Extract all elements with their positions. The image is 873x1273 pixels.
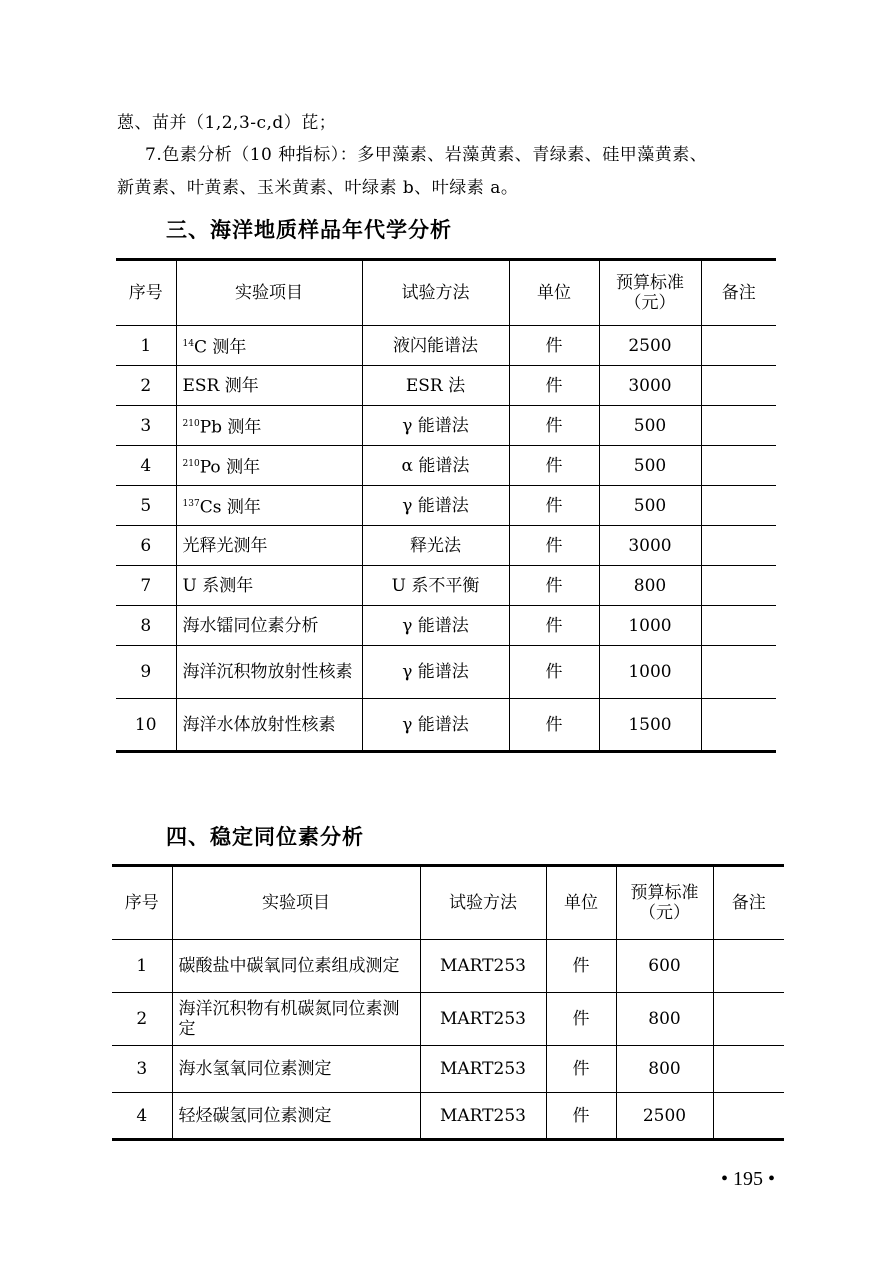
cell-item: [176, 406, 362, 446]
cell-budget: 2500: [599, 326, 701, 366]
cell-item: 轻烃碳氢同位素测定: [172, 1093, 420, 1140]
cell-budget: 500: [599, 446, 701, 486]
cell-unit: 件: [546, 1046, 616, 1093]
table-row: [116, 406, 776, 446]
cell-method: U 系不平衡: [362, 566, 509, 606]
cell-method: γ 能谱法: [362, 486, 509, 526]
cell-unit: 件: [509, 566, 599, 606]
cell-unit: 件: [509, 406, 599, 446]
isotope-mass: 210: [182, 418, 200, 429]
cell-budget: 600: [616, 940, 713, 993]
cell-note: [701, 699, 776, 752]
cell-item: [176, 486, 362, 526]
header-note: 备注: [701, 260, 776, 326]
cell-budget: 1000: [599, 606, 701, 646]
cell-no: 10: [116, 699, 176, 752]
cell-note: [713, 940, 784, 993]
page-number: • 195 •: [720, 1168, 775, 1190]
cell-unit: 件: [509, 646, 599, 699]
table-row: [116, 526, 776, 566]
cell-method: 液闪能谱法: [362, 326, 509, 366]
cell-method: MART253: [420, 1093, 546, 1140]
cell-note: [701, 646, 776, 699]
cell-note: [701, 406, 776, 446]
cell-budget: 3000: [599, 366, 701, 406]
table-row: [116, 446, 776, 486]
intro-line-2: 7.色素分析（10 种指标）：多甲藻素、岩藻黄素、青绿素、硅甲藻黄素、: [145, 145, 708, 165]
cell-method: ESR 法: [362, 366, 509, 406]
cell-note: [701, 606, 776, 646]
header-unit: 单位: [546, 866, 616, 940]
table-row: [112, 940, 784, 993]
cell-item: 海洋沉积物有机碳氮同位素测定: [172, 993, 420, 1046]
table-row: [116, 326, 776, 366]
cell-no: 5: [116, 486, 176, 526]
cell-item: U 系测年: [176, 566, 362, 606]
isotope-mass: 14: [182, 338, 194, 349]
table-row: [116, 606, 776, 646]
cell-method: MART253: [420, 1046, 546, 1093]
item-text: Cs 测年: [199, 497, 261, 518]
item-text: Po 测年: [199, 457, 261, 478]
header-item: 实验项目: [172, 866, 420, 940]
item-text: Pb 测年: [199, 417, 262, 438]
item-text: C 测年: [193, 337, 247, 358]
cell-budget: 1500: [599, 699, 701, 752]
cell-no: 2: [112, 993, 172, 1046]
cell-method: γ 能谱法: [362, 606, 509, 646]
cell-note: [713, 1093, 784, 1140]
cell-item: 海洋水体放射性核素: [176, 699, 362, 752]
cell-unit: 件: [509, 326, 599, 366]
cell-note: [701, 366, 776, 406]
table-row: [112, 1046, 784, 1093]
cell-no: 3: [116, 406, 176, 446]
cell-budget: 800: [616, 1046, 713, 1093]
cell-item: 碳酸盐中碳氧同位素组成测定: [172, 940, 420, 993]
intro-line-1: 蒽、苗并（1,2,3-c,d）芘；: [117, 113, 337, 133]
stable-isotope-table: [112, 864, 784, 1141]
cell-no: 3: [112, 1046, 172, 1093]
cell-note: [701, 526, 776, 566]
cell-item: 海水镭同位素分析: [176, 606, 362, 646]
cell-budget: 3000: [599, 526, 701, 566]
table-row: [116, 566, 776, 606]
table-row: [112, 993, 784, 1046]
geochronology-table: [116, 258, 776, 753]
cell-method: α 能谱法: [362, 446, 509, 486]
cell-method: 释光法: [362, 526, 509, 566]
cell-unit: 件: [509, 606, 599, 646]
cell-unit: 件: [509, 446, 599, 486]
table-row: [116, 646, 776, 699]
cell-no: 4: [116, 446, 176, 486]
table-row: [116, 699, 776, 752]
cell-method: MART253: [420, 993, 546, 1046]
cell-budget: 1000: [599, 646, 701, 699]
cell-no: 1: [112, 940, 172, 993]
cell-item: 海洋沉积物放射性核素: [176, 646, 362, 699]
cell-unit: 件: [546, 993, 616, 1046]
table-row: [112, 1093, 784, 1140]
cell-budget: 500: [599, 406, 701, 446]
header-method: 试验方法: [420, 866, 546, 940]
cell-method: MART253: [420, 940, 546, 993]
cell-note: [701, 486, 776, 526]
table-header-row: [116, 260, 776, 326]
cell-no: 8: [116, 606, 176, 646]
header-note: 备注: [713, 866, 784, 940]
header-method: 试验方法: [362, 260, 509, 326]
cell-note: [701, 446, 776, 486]
cell-unit: 件: [509, 486, 599, 526]
header-no: 序号: [116, 260, 176, 326]
cell-note: [701, 566, 776, 606]
cell-budget: 800: [599, 566, 701, 606]
cell-unit: 件: [546, 1093, 616, 1140]
cell-budget: 800: [616, 993, 713, 1046]
cell-unit: 件: [509, 366, 599, 406]
header-budget: 预算标准（元）: [599, 260, 701, 326]
cell-item: [176, 446, 362, 486]
cell-no: 4: [112, 1093, 172, 1140]
header-budget: 预算标准（元）: [616, 866, 713, 940]
cell-item: ESR 测年: [176, 366, 362, 406]
cell-no: 9: [116, 646, 176, 699]
cell-unit: 件: [509, 526, 599, 566]
cell-item: [176, 326, 362, 366]
section-4-title: 四、稳定同位素分析: [166, 825, 364, 849]
cell-method: γ 能谱法: [362, 699, 509, 752]
cell-item: 海水氢氧同位素测定: [172, 1046, 420, 1093]
cell-budget: 500: [599, 486, 701, 526]
header-item: 实验项目: [176, 260, 362, 326]
table-row: [116, 486, 776, 526]
cell-no: 1: [116, 326, 176, 366]
cell-note: [713, 1046, 784, 1093]
cell-note: [701, 326, 776, 366]
isotope-mass: 137: [182, 498, 200, 509]
isotope-mass: 210: [182, 458, 200, 469]
header-unit: 单位: [509, 260, 599, 326]
cell-item: 光释光测年: [176, 526, 362, 566]
intro-line-3: 新黄素、叶黄素、玉米黄素、叶绿素 b、叶绿素 a。: [117, 178, 519, 198]
cell-no: 7: [116, 566, 176, 606]
cell-method: γ 能谱法: [362, 646, 509, 699]
table-row: [116, 366, 776, 406]
cell-note: [713, 993, 784, 1046]
cell-unit: 件: [546, 940, 616, 993]
header-no: 序号: [112, 866, 172, 940]
cell-method: γ 能谱法: [362, 406, 509, 446]
cell-unit: 件: [509, 699, 599, 752]
cell-budget: 2500: [616, 1093, 713, 1140]
section-3-title: 三、海洋地质样品年代学分析: [166, 218, 452, 242]
cell-no: 2: [116, 366, 176, 406]
cell-no: 6: [116, 526, 176, 566]
table-header-row: [112, 866, 784, 940]
